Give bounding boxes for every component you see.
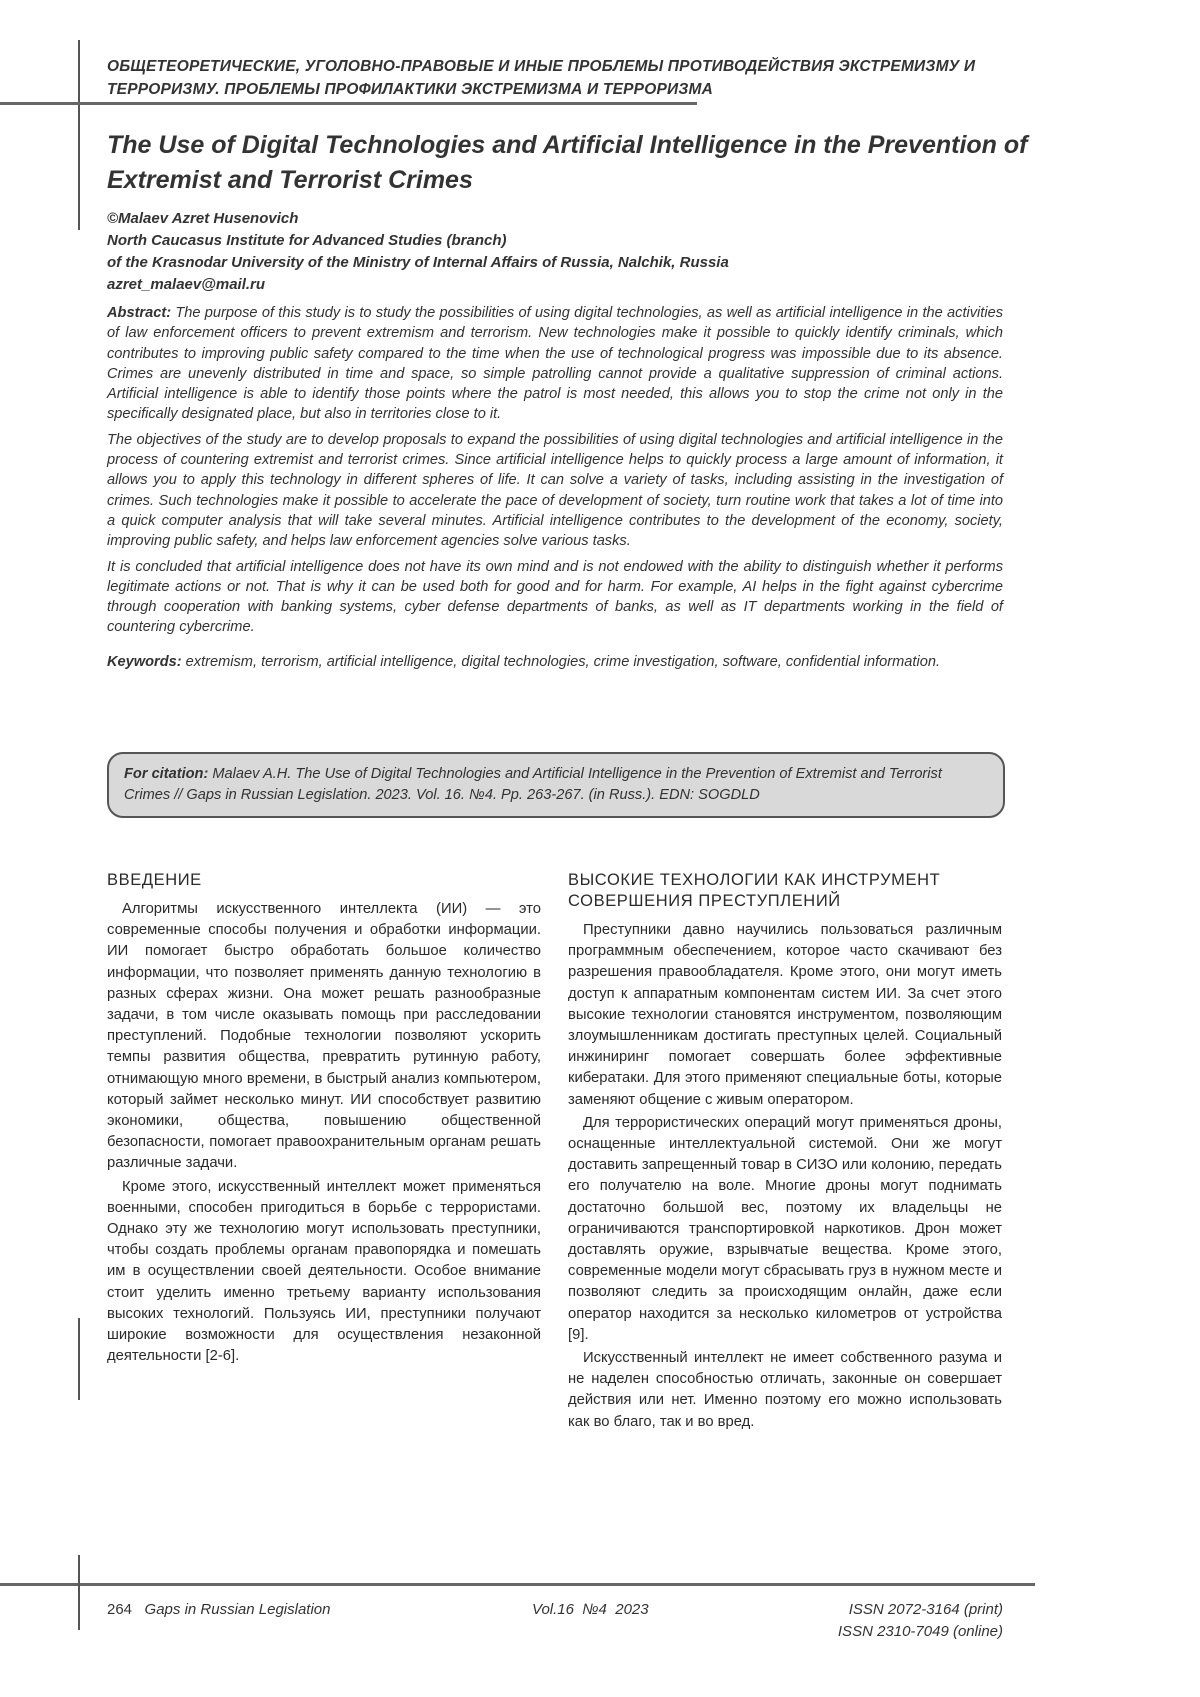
header-rule xyxy=(0,102,697,105)
citation-box xyxy=(107,752,1005,818)
paragraph: Кроме этого, искусственный интеллект может применяться военными, способен пригодиться в борьбе с террористами. Однако эту же технологию могут использовать преступники, чтобы создать проблемы органам правопорядка и помешать им в осуществлении своей деятельности. Особое внимание стоит уделить именно третьему варианту использования высоких технологий. Пользуясь ИИ, преступники получают широкие возможности для осуществления незаконной деятельности [2-6]. xyxy=(107,1177,541,1368)
paragraph: Преступники давно научились пользоваться различным программным обеспечением, которое часто скачивают без разрешения правообладателя. Кроме этого, они могут иметь доступ к аппаратным компонентам систем ИИ. За счет этого высокие технологии становятся инструментом, позволяющим злоумышленникам достигать преступных целей. Социальный инжиниринг помогает совершать более эффективные кибератаки. Для этого применяют специальные боты, которые заменяют общение с живым оператором. xyxy=(568,920,1002,1111)
citation-label: For citation: xyxy=(124,766,208,782)
right-column xyxy=(568,870,1002,1435)
journal-name: Gaps in Russian Legislation xyxy=(145,1601,331,1618)
affiliation: of the Krasnodar University of the Ministry of Internal Affairs of Russia, Nalchik, Russia xyxy=(107,252,1007,274)
margin-rule-bottom xyxy=(78,1555,80,1630)
abstract-text: The objectives of the study are to develop proposals to expand the possibilities of using digital technologies and artificial intelligence in the process of countering extremist and terrorist crimes. Since artificial intelligence helps to quickly process a large amount of information, it allows you to apply this technology in different spheres of life. It can solve a variety of tasks, including assisting in the investigation of crimes. Such technologies make it possible to accelerate the pace of development of society, turn routine work that takes a lot of time into a quick computer analysis that will take several minutes. Artificial intelligence contributes to the development of the economy, society, improving public safety, and helps law enforcement agencies solve various tasks. xyxy=(107,430,1003,552)
keywords-label: Keywords: xyxy=(107,654,182,670)
author-email[interactable]: azret_malaev@mail.ru xyxy=(107,274,1007,296)
section-heading: ВВЕДЕНИЕ xyxy=(107,870,541,891)
affiliation: North Caucasus Institute for Advanced Studies (branch) xyxy=(107,230,1007,252)
keywords-text: extremism, terrorism, artificial intelligence, digital technologies, crime investigation, software, confidential information. xyxy=(182,654,940,670)
article-title: The Use of Digital Technologies and Artificial Intelligence in the Prevention of Extremist and Terrorist Crimes xyxy=(107,128,1097,198)
issn-print: ISSN 2072-3164 (print) xyxy=(838,1599,1003,1621)
page-number: 264 xyxy=(107,1601,132,1618)
author-name: ©Malaev Azret Husenovich xyxy=(107,208,1007,230)
footer-rule xyxy=(0,1583,1035,1586)
left-column xyxy=(107,870,541,1369)
abstract-text: It is concluded that artificial intelligence does not have its own mind and is not endowed with the ability to distinguish whether it performs legitimate actions or not. That is why it can be used both for good and for harm. For example, AI helps in the fight against cybercrime through cooperation with banking systems, cyber defense departments of banks, as well as IT departments working in the field of countering cybercrime. xyxy=(107,557,1003,638)
section-heading: ВЫСОКИЕ ТЕХНОЛОГИИ КАК ИНСТРУМЕНТ СОВЕРШЕНИЯ ПРЕСТУПЛЕНИЙ xyxy=(568,870,1002,912)
author-block xyxy=(107,208,1007,296)
margin-rule-middle xyxy=(78,1318,80,1400)
paragraph: Для террористических операций могут применяться дроны, оснащенные интеллектуальной системой. Они же могут доставить запрещенный товар в СИЗО или колонию, передать его получателю на воле. Многие дроны могут поднимать достаточно большой вес, поэтому их владельцы не ограничиваются транспортировкой наркотиков. Дрон может доставлять оружие, взрывчатые вещества. Кроме этого, современные модели могут сбрасывать груз в нужном месте и позволяют следить за происходящим онлайн, даже если оператор находится за несколько километров от устройства [9]. xyxy=(568,1113,1002,1346)
paragraph: Алгоритмы искусственного интеллекта (ИИ) — это современные способы получения и обработки информации. ИИ помогает быстро обработать большое количество информации, что позволяет применять данную технологию в разных сферах жизни. Она может решать разнообразные задачи, в том числе оказывать помощь при расследовании преступлений. Подобные технологии позволяют ускорить темпы развития общества, превратить рутинную работу, отнимающую много времени, в быстрый анализ компьютером, который займет несколько минут. ИИ способствует развитию экономики, общества, повышению общественной безопасности, помогает правоохранительным органам решать различные задачи. xyxy=(107,899,541,1175)
margin-rule-top xyxy=(78,40,80,230)
abstract-label: Abstract: xyxy=(107,305,171,321)
abstract-text: The purpose of this study is to study the possibilities of using digital technologies, as well as artificial intelligence in the activities of law enforcement officers to prevent extremism and terrorism. New technologies make it possible to quickly identify criminals, which contributes to improving public safety compared to the time when the use of technological progress was impossible due to its absence. Crimes are unevenly distributed in time and space, so simple patrolling cannot provide a qualitative suppression of criminal actions. Artificial intelligence is able to identify those points where the patrol is most needed, this allows you to stop the crime not only in the specifically designated place, but also in territories close to it. xyxy=(107,305,1003,422)
abstract xyxy=(107,303,1003,677)
section-rubric: ОБЩЕТЕОРЕТИЧЕСКИЕ, УГОЛОВНО-ПРАВОВЫЕ И ИНЫЕ ПРОБЛЕМЫ ПРОТИВОДЕЙСТВИЯ ЭКСТРЕМИЗМУ И ТЕРРОРИЗМУ. ПРОБЛЕМЫ ПРОФИЛАКТИКИ ЭКСТРЕМИЗМА И ТЕРРОРИЗМА xyxy=(107,55,1027,101)
citation-text: Malaev A.H. The Use of Digital Technologies and Artificial Intelligence in the Prevention of Extremist and Terrorist Crimes // Gaps in Russian Legislation. 2023. Vol. 16. №4. Pp. 263-267. (in Russ.). EDN: SOGDLD xyxy=(124,766,942,803)
paragraph: Искусственный интеллект не имеет собственного разума и не наделен способностью отличать, законные он совершает действия или нет. Именно поэтому его можно использовать как во благо, так и во вред. xyxy=(568,1348,1002,1433)
issue-info: Vol.16 №4 2023 xyxy=(532,1599,649,1621)
issn-online: ISSN 2310-7049 (online) xyxy=(838,1621,1003,1643)
